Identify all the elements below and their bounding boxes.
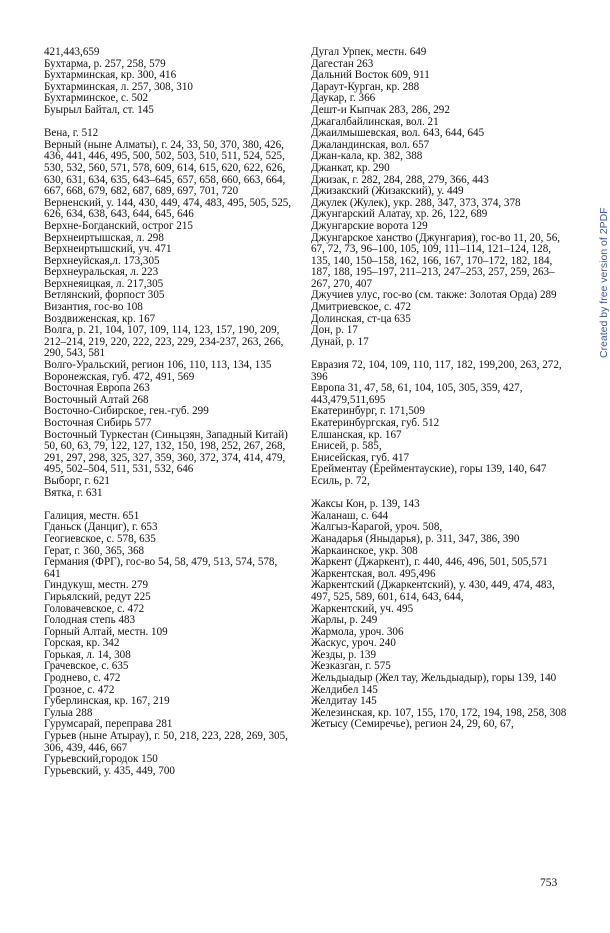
index-entry: Восточно-Сибирское, ген.-губ. 299 (44, 405, 209, 418)
index-column-left (44, 47, 294, 777)
index-entry: Бухтарминская, л. 257, 308, 310 (44, 80, 193, 93)
index-entry: Джунгарское ханство (Джунгария), гос-во 11, 20, 56, 67, 72, 73, 96–100, 105, 109, 111–114, 121–124, 128, 135, 140, 150–158, 162, 166, 167, 170–172, 182, 184, 187, 188, 195–197, 211–213, 247–253, 257, 259, 263–267, 270, 407 (311, 231, 561, 290)
index-entry: Германия (ФРГ), гос-во 54, 58, 479, 513, 574, 578, 641 (44, 556, 278, 580)
index-entry: Жармола, уроч. 306 (311, 625, 404, 638)
index-entry: Жарлы, р. 249 (311, 614, 378, 627)
index-entry: Жаланаш, с. 644 (311, 509, 389, 522)
index-entry: Головачевское, с. 472 (44, 602, 145, 615)
index-entry: Верненский, у. 144, 430, 449, 474, 483, 495, 505, 525, 626, 634, 638, 643, 644, 645, 646 (44, 196, 292, 221)
index-entry: Жезды, р. 139 (311, 648, 376, 661)
index-entry: Воронежская, губ. 472, 491, 569 (44, 370, 195, 383)
index-entry: Грозное, с. 472 (44, 683, 115, 696)
index-entry: Жаркентская, вол. 495,496 (311, 567, 436, 580)
index-entry: Верхнеуральская, л. 223 (44, 266, 159, 279)
index-entry: Гулыа 288 (44, 706, 93, 719)
index-entry: Жанадарья (Яныдарья), р. 311, 347, 386, 390 (311, 532, 520, 545)
index-entry: Гурьевский, у. 435, 449, 700 (44, 764, 175, 777)
index-entry: Гурьев (ныне Атырау), г. 50, 218, 223, 228, 269, 305, 306, 439, 446, 667 (44, 730, 288, 754)
index-entry: Джунгарские ворота 129 (311, 219, 428, 232)
index-entry: Голодная степь 483 (44, 614, 136, 627)
index-entry: Дальний Восток 609, 911 (311, 69, 430, 82)
index-entry: Жаскус, уроч. 240 (311, 637, 396, 650)
index-entry: Горская, кр. 342 (44, 637, 120, 650)
index-entry: Жаркент (Джаркент), г. 440, 446, 496, 501, 505,571 (311, 556, 548, 569)
index-entry: Верхнеиртышский, уч. 471 (44, 243, 172, 256)
index-entry: Вена, г. 512 (44, 127, 99, 140)
index-entry: Бухтарма, р. 257, 258, 579 (44, 57, 166, 70)
index-entry: Жаркентский, уч. 495 (311, 602, 414, 615)
index-entry: Верхне-Богданский, острог 215 (44, 219, 193, 232)
index-entry: Жалгыз-Карагой, уроч. 508, (311, 521, 443, 534)
index-entry: Бухтарминское, с. 502 (44, 92, 149, 105)
index-entry: Горный Алтай, местн. 109 (44, 625, 168, 638)
index-entry: Восточная Европа 263 (44, 382, 150, 395)
index-entry: Гирьялский, редут 225 (44, 590, 151, 603)
index-entry: Даукар, г. 366 (311, 92, 376, 105)
index-entry: Жаксы Кон, р. 139, 143 (311, 498, 420, 511)
index-entry: Джанкат, кр. 290 (311, 161, 390, 174)
index-entry: Верхнеуйская,л. 173,305 (44, 254, 160, 267)
index-entry: Европа 31, 47, 58, 61, 104, 105, 305, 359, 427, 443,479,511,695 (311, 382, 523, 406)
index-entry: Геогиевское, с. 578, 635 (44, 532, 156, 545)
index-entry: Джизакский (Жизакский), у. 449 (311, 185, 464, 198)
index-entry: Ветлянский, форпост 305 (44, 289, 165, 302)
index-entry: Жельдыадыр (Жел тау, Жельдыадыр), горы 139, 140 (311, 672, 557, 685)
index-entry: Енисей, р. 585, (311, 440, 382, 453)
index-entry: Дугал Урпек, местн. 649 (311, 46, 427, 58)
index-entry: Бухтарминская, кр. 300, 416 (44, 69, 177, 82)
index-entry: Гданьск (Данциг), г. 653 (44, 521, 158, 534)
index-entry: Джаилмышевская, вол. 643, 644, 645 (311, 127, 485, 140)
index-entry: Дараут-Курган, кр. 288 (311, 80, 420, 93)
index-entry: Желдибел 145 (311, 683, 378, 696)
index-entry: Вятка, г. 631 (44, 486, 103, 499)
index-entry: Ерейментау (Ерейментауские), горы 139, 140, 647 (311, 463, 547, 476)
index-entry: Восточная Сибирь 577 (44, 417, 152, 429)
index-entry: Верхнеяицкая, л. 217,305 (44, 277, 164, 290)
index-entry: Джулек (Жулек), укр. 288, 347, 373, 374, 378 (311, 196, 521, 209)
index-entry: Губерлинская, кр. 167, 219 (44, 695, 170, 708)
index-entry: Жаркентский (Джаркентский), у. 430, 449, 474, 483, 497, 525, 589, 601, 614, 643, 644, (311, 579, 555, 603)
index-entry: Дмитриевское, с. 472 (311, 301, 412, 314)
index-entry: Елшанская, кр. 167 (311, 428, 402, 441)
index-entry: Горькая, л. 14, 308 (44, 648, 131, 661)
index-column-right (311, 47, 573, 731)
index-entry: Евразия 72, 104, 109, 110, 117, 182, 199,200, 263, 272, 396 (311, 359, 562, 383)
index-entry: Гроднево, с. 472 (44, 672, 121, 685)
index-entry: Жетысу (Семиречье), регион 24, 29, 60, 67, (311, 718, 514, 731)
index-entry: Волга, р. 21, 104, 107, 109, 114, 123, 157, 190, 209, 212–214, 219, 220, 222, 223, 229, 234-237, 263, 266, 290, 543, 581 (44, 324, 284, 360)
index-entry: Верхнеиртышская, л. 298 (44, 231, 164, 244)
index-entry: Енисейская, губ. 417 (311, 451, 410, 464)
index-entry: Гурумсарай, переправа 281 (44, 718, 173, 731)
index-entry: Долинская, ст-ца 635 (311, 312, 411, 325)
index-entry: Герат, г. 360, 365, 368 (44, 544, 145, 557)
index-entry: Жаркаинское, укр. 308 (311, 544, 418, 557)
index-entry: Византия, гос-во 108 (44, 301, 143, 314)
index-entry: Жезказган, г. 575 (311, 660, 391, 673)
index-entry: Выборг, г. 621 (44, 474, 110, 487)
index-entry: Джагалбайлинская, вол. 21 (311, 115, 439, 128)
index-entry: Дунай, р. 17 (311, 335, 369, 348)
index-entry: Восточный Туркестан (Синьцзян, Западный Китай) 50, 60, 63, 79, 122, 127, 132, 150, 198, 252, 267, 268, 291, 297, 298, 325, 327, 359, 360, 372, 374, 414, 479, 495, 502–504, 511, 531, 532, 646 (44, 428, 288, 476)
index-entry: Буырыл Байтал, ст. 145 (44, 103, 154, 116)
index-entry: Джан-кала, кр. 382, 388 (311, 150, 423, 163)
index-entry: Джунгарский Алатау, хр. 26, 122, 689 (311, 208, 488, 221)
index-entry: Дон, р. 17 (311, 324, 358, 337)
index-entry: Есиль, р. 72, (311, 474, 370, 487)
index-entry: Воздвиженская, кр. 167 (44, 312, 156, 325)
index-entry: Восточный Алтай 268 (44, 393, 149, 406)
index-entry: Волго-Уральский, регион 106, 110, 113, 134, 135 (44, 359, 272, 372)
index-entry: Дагестан 263 (311, 57, 374, 70)
index-entry: Гурьевский,городок 150 (44, 753, 158, 766)
index-entry: Екатеринбург, г. 171,509 (311, 405, 425, 418)
index-entry: Джаландинская, вол. 657 (311, 138, 430, 151)
index-entry: Железинская, кр. 107, 155, 170, 172, 194, 198, 258, 308 (311, 706, 567, 719)
index-entry: Грачевское, с. 635 (44, 660, 129, 673)
index-entry: Гиндукуш, местн. 279 (44, 579, 149, 592)
index-entry: Дешт-и Кыпчак 283, 286, 292 (311, 103, 450, 116)
index-entry: Галиция, местн. 651 (44, 509, 140, 522)
index-entry: 421,443,659 (44, 46, 100, 58)
watermark: Created by free version of 2PDF (598, 207, 610, 358)
section-gap (44, 499, 294, 511)
index-entry: Желдитау 145 (311, 695, 377, 708)
index-entry: Джучиев улус, гос-во (см. также: Золотая Орда) 289 (311, 289, 557, 302)
index-entry: Верный (ныне Алматы), г. 24, 33, 50, 370, 380, 426, 436, 441, 446, 495, 500, 502, 503, 510, 511, 524, 525, 530, 532, 560, 571, 578, 609, 614, 615, 620, 622, 626, 630, 631, 634, 635, 643–645, 657, 658, 660, 663, 664, 667, 668, 679, 682, 687, 689, 697, 701, 720 (44, 138, 286, 198)
page-number: 753 (540, 877, 558, 889)
index-entry: Екатеринбургская, губ. 512 (311, 417, 440, 429)
index-entry: Джизак, г. 282, 284, 288, 279, 366, 443 (311, 173, 489, 186)
